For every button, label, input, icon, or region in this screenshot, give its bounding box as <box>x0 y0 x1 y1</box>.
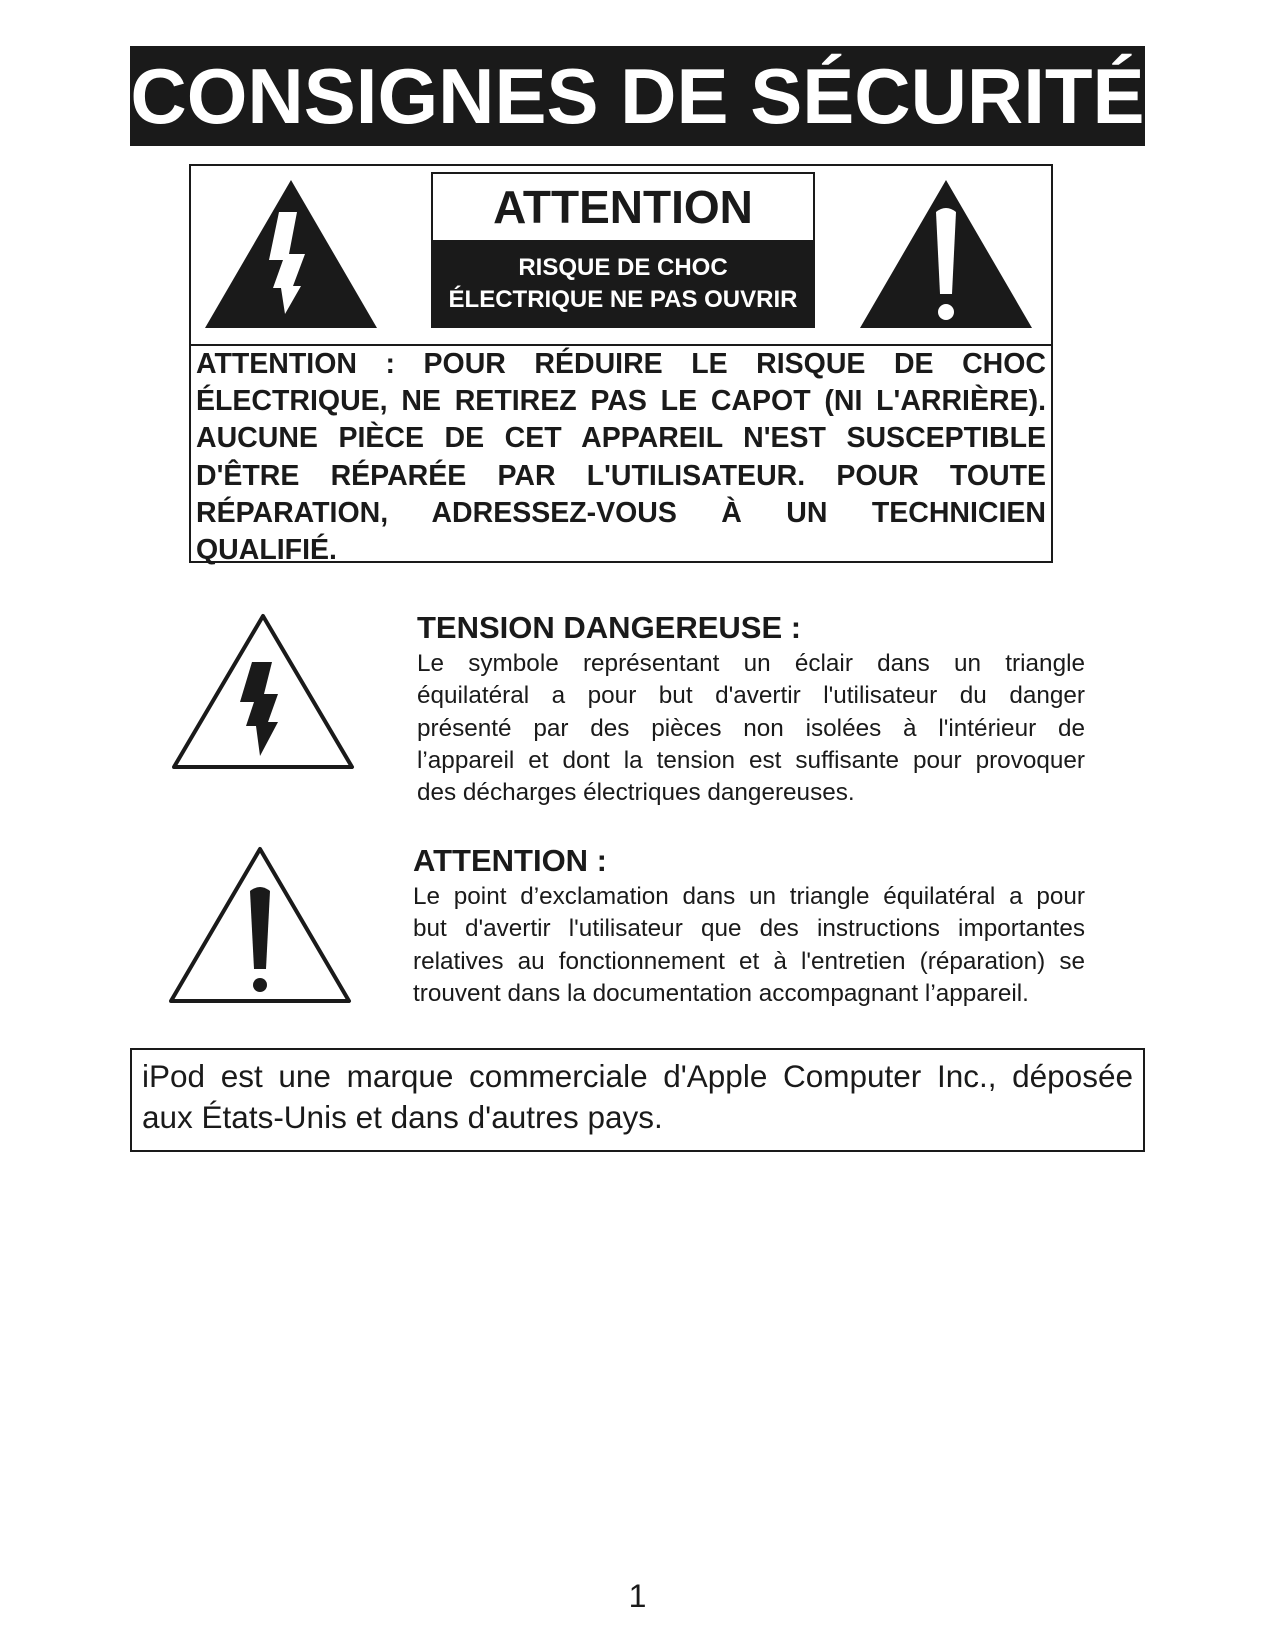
warning-text-line: ATTENTION : POUR RÉDUIRE LE RISQUE DE CHOC <box>196 348 1046 380</box>
warning-text <box>196 346 1046 569</box>
lightning-warning-icon <box>168 610 358 772</box>
attention-label <box>431 172 815 328</box>
symbol-description <box>417 648 1085 809</box>
symbol-description <box>413 881 1085 1010</box>
symbol-description-line: relatives au fonctionnement et à l'entretien (réparation) se <box>413 947 1085 975</box>
trademark-note-line: aux États-Unis et dans d'autres pays. <box>142 1099 663 1135</box>
exclamation-warning-icon <box>165 843 355 1007</box>
attention-label-subtext <box>433 240 813 326</box>
symbol-title: ATTENTION : <box>413 843 608 878</box>
symbol-description-line: équilatéral a pour but d'avertir l'utilisateur du danger <box>417 682 1085 710</box>
symbol-description-line: des décharges électriques dangereuses. <box>417 779 855 807</box>
symbol-description-line: trouvent dans la documentation accompagnant l’appareil. <box>413 979 1029 1007</box>
warning-text-line: ÉLECTRIQUE, NE RETIREZ PAS LE CAPOT (NI L'ARRIÈRE). <box>196 385 1046 418</box>
symbol-title: TENSION DANGEREUSE : <box>417 610 802 645</box>
warning-text-line: D'ÊTRE RÉPARÉE PAR L'UTILISATEUR. POUR TOUTE <box>196 459 1046 492</box>
warning-text-line: AUCUNE PIÈCE DE CET APPAREIL N'EST SUSCEPTIBLE <box>196 422 1046 455</box>
lightning-warning-icon <box>201 176 381 336</box>
attention-label-line: RISQUE DE CHOC <box>518 254 728 281</box>
attention-label-heading: ATTENTION <box>493 181 753 233</box>
page-number: 1 <box>628 1578 647 1614</box>
symbol-description-line: présenté par des pièces non isolées à l'intérieur de <box>417 714 1085 742</box>
attention-label-line: ÉLECTRIQUE NE PAS OUVRIR <box>448 286 798 313</box>
page-title: CONSIGNES DE SÉCURITÉ <box>130 46 1145 146</box>
trademark-note <box>142 1056 1133 1138</box>
exclamation-warning-icon <box>856 176 1036 336</box>
warning-text-line: QUALIFIÉ. <box>196 534 337 567</box>
trademark-note-line: iPod est une marque commerciale d'Apple Computer Inc., déposée <box>142 1058 1133 1094</box>
trademark-note-box <box>130 1048 1145 1152</box>
symbol-description-line: Le symbole représentant un éclair dans un triangle <box>417 650 1085 677</box>
warning-label-header <box>191 166 1051 346</box>
symbol-description-line: Le point d’exclamation dans un triangle équilatéral a pour <box>413 883 1085 910</box>
warning-text-line: RÉPARATION, ADRESSEZ-VOUS À UN TECHNICIEN <box>196 496 1046 529</box>
symbol-description-line: but d'avertir l'utilisateur que des instructions importantes <box>413 915 1085 943</box>
warning-label-box <box>189 164 1053 567</box>
symbol-description-line: l’appareil et dont la tension est suffisante pour provoquer <box>417 746 1085 774</box>
